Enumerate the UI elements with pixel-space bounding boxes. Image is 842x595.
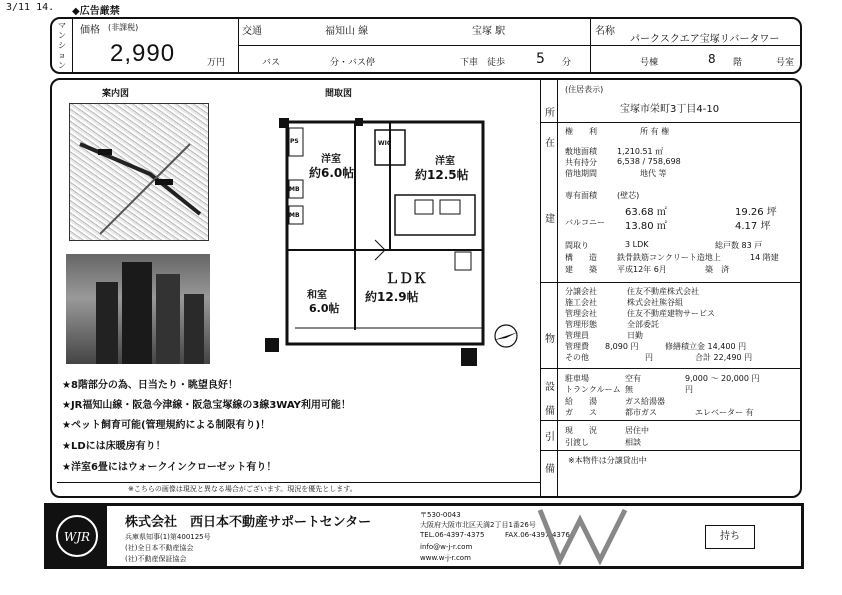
section-label-delivery: 引 xyxy=(545,432,555,443)
walk-unit: 分 xyxy=(562,58,572,68)
tax-note: (非課税) xyxy=(108,23,139,32)
association-2: (社)不動産保証協会 xyxy=(125,555,187,563)
company-tel: TEL.06-4397-4375 xyxy=(420,531,485,539)
section-label-equipment: 設 xyxy=(545,382,555,393)
plan-mb-2: MB xyxy=(289,212,300,219)
postal-code: 〒530-0043 xyxy=(420,511,461,519)
association-1: (社)全日本不動産協会 xyxy=(125,544,194,552)
header-date: 3/11 14. xyxy=(6,2,55,13)
plan-title: 間取図 xyxy=(325,89,353,99)
location-map xyxy=(69,103,209,241)
section-label-remarks: 備 xyxy=(545,464,555,475)
license-no: 兵庫県知事(1)第400125号 xyxy=(125,533,211,541)
property-type-label: マ ン シ ョ ン xyxy=(58,21,66,70)
company-fax: FAX.06-4397-4376 xyxy=(505,531,570,539)
section-label-building-2: 物 xyxy=(545,334,555,345)
map-title: 案内図 xyxy=(102,89,130,99)
company-address: 大阪府大阪市北区天満2丁目1番26号 xyxy=(420,521,536,529)
bus-label: バス xyxy=(262,58,281,68)
map-roads xyxy=(70,104,208,240)
bus-stop: 分・バス停 xyxy=(330,58,376,68)
section-label-location-2: 在 xyxy=(545,138,555,149)
walk-text: 下車 徒歩 xyxy=(460,58,506,68)
plan-ps: PS xyxy=(290,138,299,145)
price-value: 2,990 xyxy=(110,40,176,67)
stamp-box: 持ち xyxy=(705,525,755,549)
logo-block xyxy=(47,506,107,566)
plan-room-western-2-size: 約12.5帖 xyxy=(415,168,469,182)
company-web: www.w-j-r.com xyxy=(420,554,471,562)
address-note: (住居表示) xyxy=(565,85,604,94)
feature-1: ★8階部分の為、日当たり・眺望良好！ xyxy=(62,380,238,391)
svg-text:WJR: WJR xyxy=(63,530,91,544)
watermark-logo-icon xyxy=(535,505,645,565)
plan-mb-1: MB xyxy=(289,186,300,193)
plan-room-western-1-size: 約6.0帖 xyxy=(309,166,355,180)
section-label-location: 所 xyxy=(545,108,555,119)
plan-room-ldk: ＬＤＫ xyxy=(385,271,427,287)
footnote: ※こちらの画像は現況と異なる場合がございます。現況を優先とします。 xyxy=(128,485,357,493)
feature-3: ★ペット飼育可能(管理規約による制限有り)！ xyxy=(62,420,271,431)
compass-icon xyxy=(492,322,520,350)
name-label: 名称 xyxy=(595,26,615,37)
company-logo-icon xyxy=(47,506,107,566)
station-name: 宝塚 駅 xyxy=(472,26,506,37)
address: 宝塚市栄町3丁目4-10 xyxy=(620,104,720,115)
building-silhouette xyxy=(66,254,210,364)
floor-value: 8 xyxy=(708,52,716,66)
transport-label: 交通 xyxy=(242,26,262,37)
feature-2: ★JR福知山線・阪急今津線・阪急宝塚線の3線3WAY利用可能！ xyxy=(62,400,351,411)
line-name: 福知山 線 xyxy=(325,26,369,37)
plan-room-japanese-size: 6.0帖 xyxy=(309,302,340,315)
price-unit: 万円 xyxy=(207,58,226,68)
walk-minutes: 5 xyxy=(536,51,545,67)
building-no-label: 号棟 xyxy=(640,58,659,68)
feature-5: ★洋室6畳にはウォークインクローゼット有り！ xyxy=(62,462,277,473)
plan-room-japanese: 和室 xyxy=(307,290,327,301)
remarks: ※本物件は分譲貸出中 xyxy=(568,456,647,465)
price-label: 価格 xyxy=(80,25,100,36)
company-name: 株式会社 西日本不動産サポートセンター xyxy=(125,515,372,530)
room-label: 号室 xyxy=(776,58,795,68)
feature-4: ★LDには床暖房有り！ xyxy=(62,441,166,452)
plan-room-western-1: 洋室 xyxy=(321,154,341,165)
building-photo xyxy=(66,254,210,364)
section-label-equipment-2: 備 xyxy=(545,406,555,417)
plan-wic: WIC xyxy=(378,140,392,147)
plan-room-ldk-size: 約12.9帖 xyxy=(365,290,419,304)
header-warning: ◆広告厳禁 xyxy=(72,6,120,17)
plan-room-western-2: 洋室 xyxy=(435,156,455,167)
floor-unit: 階 xyxy=(733,58,743,68)
property-name: パークスクエア宝塚リバータワー xyxy=(630,34,780,45)
company-email: info@w-j-r.com xyxy=(420,543,473,551)
section-label-building: 建 xyxy=(545,214,555,225)
